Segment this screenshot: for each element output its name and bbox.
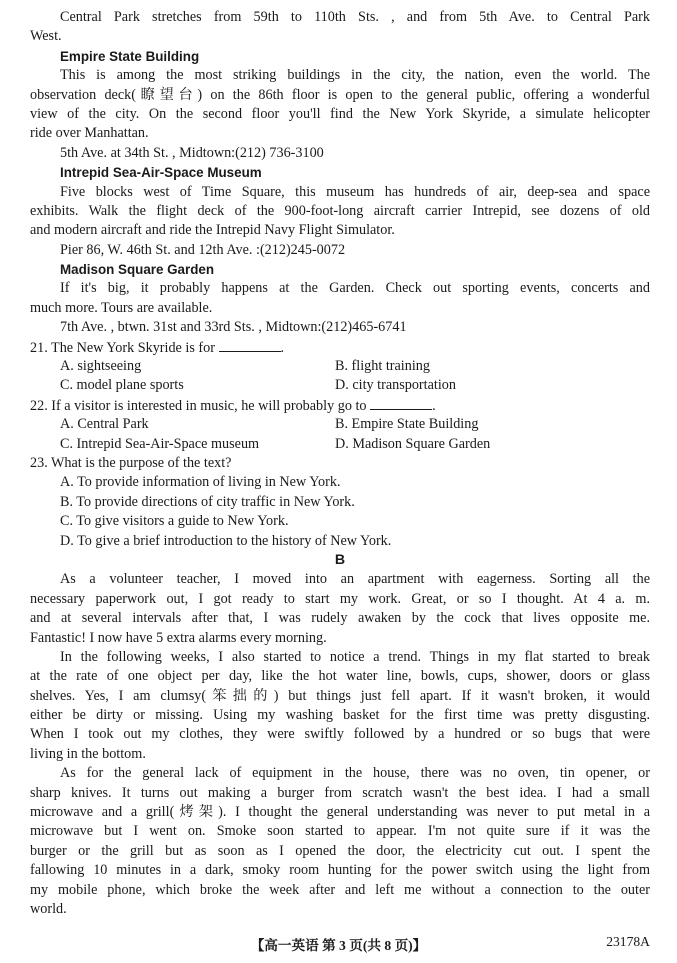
text-line: Five blocks west of Time Square, this museum has hundreds of air, deep-sea and space bbox=[60, 183, 650, 200]
text-line: fallowing 10 minutes in a dark, smoky room hunting for the power switch using the light from bbox=[30, 862, 650, 879]
section-heading: Empire State Building bbox=[60, 48, 200, 64]
answer-option: D. Madison Square Garden bbox=[335, 435, 491, 452]
text-line: Fantastic! I now have 5 extra alarms every morning. bbox=[30, 629, 327, 646]
question-text-end: . bbox=[432, 397, 436, 414]
text-line: When I took out my clothes, they were swiftly followed by a hundred or so bugs that were bbox=[30, 726, 650, 743]
section-heading: Madison Square Garden bbox=[60, 262, 215, 278]
text-line: If it's big, it probably happens at the Garden. Check out sporting events, concerts and bbox=[60, 280, 650, 297]
answer-option: A. sightseeing bbox=[60, 358, 142, 375]
text-line: Pier 86, W. 46th St. and 12th Ave. :(212)245-0072 bbox=[60, 241, 346, 258]
text-line: As a volunteer teacher, I moved into an apartment with eagerness. Sorting all the bbox=[60, 571, 650, 588]
section-heading: Intrepid Sea-Air-Space Museum bbox=[60, 165, 262, 181]
answer-option: B. Empire State Building bbox=[335, 416, 479, 433]
passage-a-tail bbox=[30, 8, 650, 338]
question-text-end: . bbox=[280, 339, 285, 356]
option-row bbox=[30, 415, 650, 434]
footer-title: 【高一英语 第 3 页(共 8 页)】 bbox=[250, 938, 427, 953]
passage-b bbox=[30, 570, 650, 919]
answer-option: A. To provide information of living in New York. bbox=[60, 474, 341, 491]
text-line: microwave but I went on. Smoke soon started to appear. I'm not quite sure if it was the bbox=[30, 823, 650, 840]
text-line: 7th Ave. , btwn. 31st and 33rd Sts. , Midtown:(212)465-6741 bbox=[60, 319, 407, 336]
text-line: necessary paperwork out, I got ready to start my work. Great, or so I thought. At 4 a. m. bbox=[30, 590, 650, 607]
text-line: and modern aircraft and ride the Intrepid Navy Flight Simulator. bbox=[30, 222, 395, 239]
answer-option: C. model plane sports bbox=[60, 377, 184, 394]
text-line: and at several intervals after that, I was rudely awaken by the cock that lives opposite me. bbox=[30, 610, 650, 627]
text-line: shelves. Yes, I am clumsy(笨拙的) but things just fell apart. If it wasn't broken, it would bbox=[30, 687, 650, 704]
question-text: 22. If a visitor is interested in music, he will probably go to bbox=[30, 397, 371, 414]
text-line: 5th Ave. at 34th St. , Midtown:(212) 736-3100 bbox=[60, 144, 324, 161]
answer-option: C. To give visitors a guide to New York. bbox=[60, 513, 289, 530]
answer-option: C. Intrepid Sea-Air-Space museum bbox=[60, 435, 260, 452]
page-footer bbox=[0, 934, 677, 954]
text-line: world. bbox=[30, 900, 67, 917]
answer-blank bbox=[370, 396, 432, 410]
text-line: observation deck(瞭望台) on the 86th floor is open to the general public, offering a wonderful bbox=[30, 86, 650, 103]
question-stem bbox=[30, 396, 650, 415]
text-line: As for the general lack of equipment in the house, there was no oven, tin opener, or bbox=[60, 765, 650, 782]
answer-option: D. To give a brief introduction to the history of New York. bbox=[60, 532, 392, 549]
question-stem bbox=[30, 338, 650, 357]
text-line: burger or the grill but as soon as I opened the door, the electricity cut out. I spent the bbox=[30, 842, 650, 859]
option-row bbox=[30, 357, 650, 376]
text-line: West. bbox=[30, 28, 62, 45]
option-row bbox=[30, 435, 650, 454]
text-line: at the rate of one object per day, like the hot water line, bowls, cups, shower, doors or glass bbox=[30, 668, 650, 685]
text-line: This is among the most striking buildings in the city, the nation, even the world. The bbox=[60, 67, 650, 84]
answer-blank bbox=[219, 338, 281, 352]
answer-option: B. flight training bbox=[335, 358, 430, 375]
text-line: Central Park stretches from 59th to 110th Sts. , and from 5th Ave. to Central Park bbox=[60, 9, 650, 25]
text-line: microwave and a grill(烤架). I thought the general understanding was never to put metal in a bbox=[30, 804, 650, 821]
text-line: my mobile phone, which broke the week after and left me without a connection to the outer bbox=[30, 881, 650, 898]
text-line: In the following weeks, I also started to notice a trend. Things in my flat started to break bbox=[60, 648, 650, 665]
text-line: view of the city. On the second floor you'll find the New York Skyride, a simulate helicopter bbox=[30, 105, 650, 122]
question-text: 21. The New York Skyride is for bbox=[30, 339, 219, 356]
text-line: much more. Tours are available. bbox=[30, 299, 213, 316]
footer-code: 23178A bbox=[606, 934, 650, 949]
text-line: exhibits. Walk the flight deck of the 900-foot-long aircraft carrier Intrepid, see dozens of old bbox=[30, 202, 650, 219]
question-stem bbox=[30, 454, 650, 473]
text-line: living in the bottom. bbox=[30, 745, 146, 762]
text-line: ride over Manhattan. bbox=[30, 125, 149, 142]
answer-option: B. To provide directions of city traffic in New York. bbox=[60, 493, 355, 510]
question-text: 23. What is the purpose of the text? bbox=[30, 454, 232, 471]
answer-option: A. Central Park bbox=[60, 416, 149, 433]
option-row bbox=[30, 376, 650, 395]
document-page bbox=[30, 8, 650, 919]
questions-block bbox=[30, 338, 650, 551]
text-line: either be dirty or missing. Using my washing basket for the first time was pretty disgusting. bbox=[30, 707, 650, 724]
answer-option: D. city transportation bbox=[335, 377, 456, 394]
text-line: sharp knives. It turns out making a burger from scratch wasn't the best idea. I had a small bbox=[30, 784, 650, 801]
section-b-heading: B bbox=[334, 551, 346, 568]
